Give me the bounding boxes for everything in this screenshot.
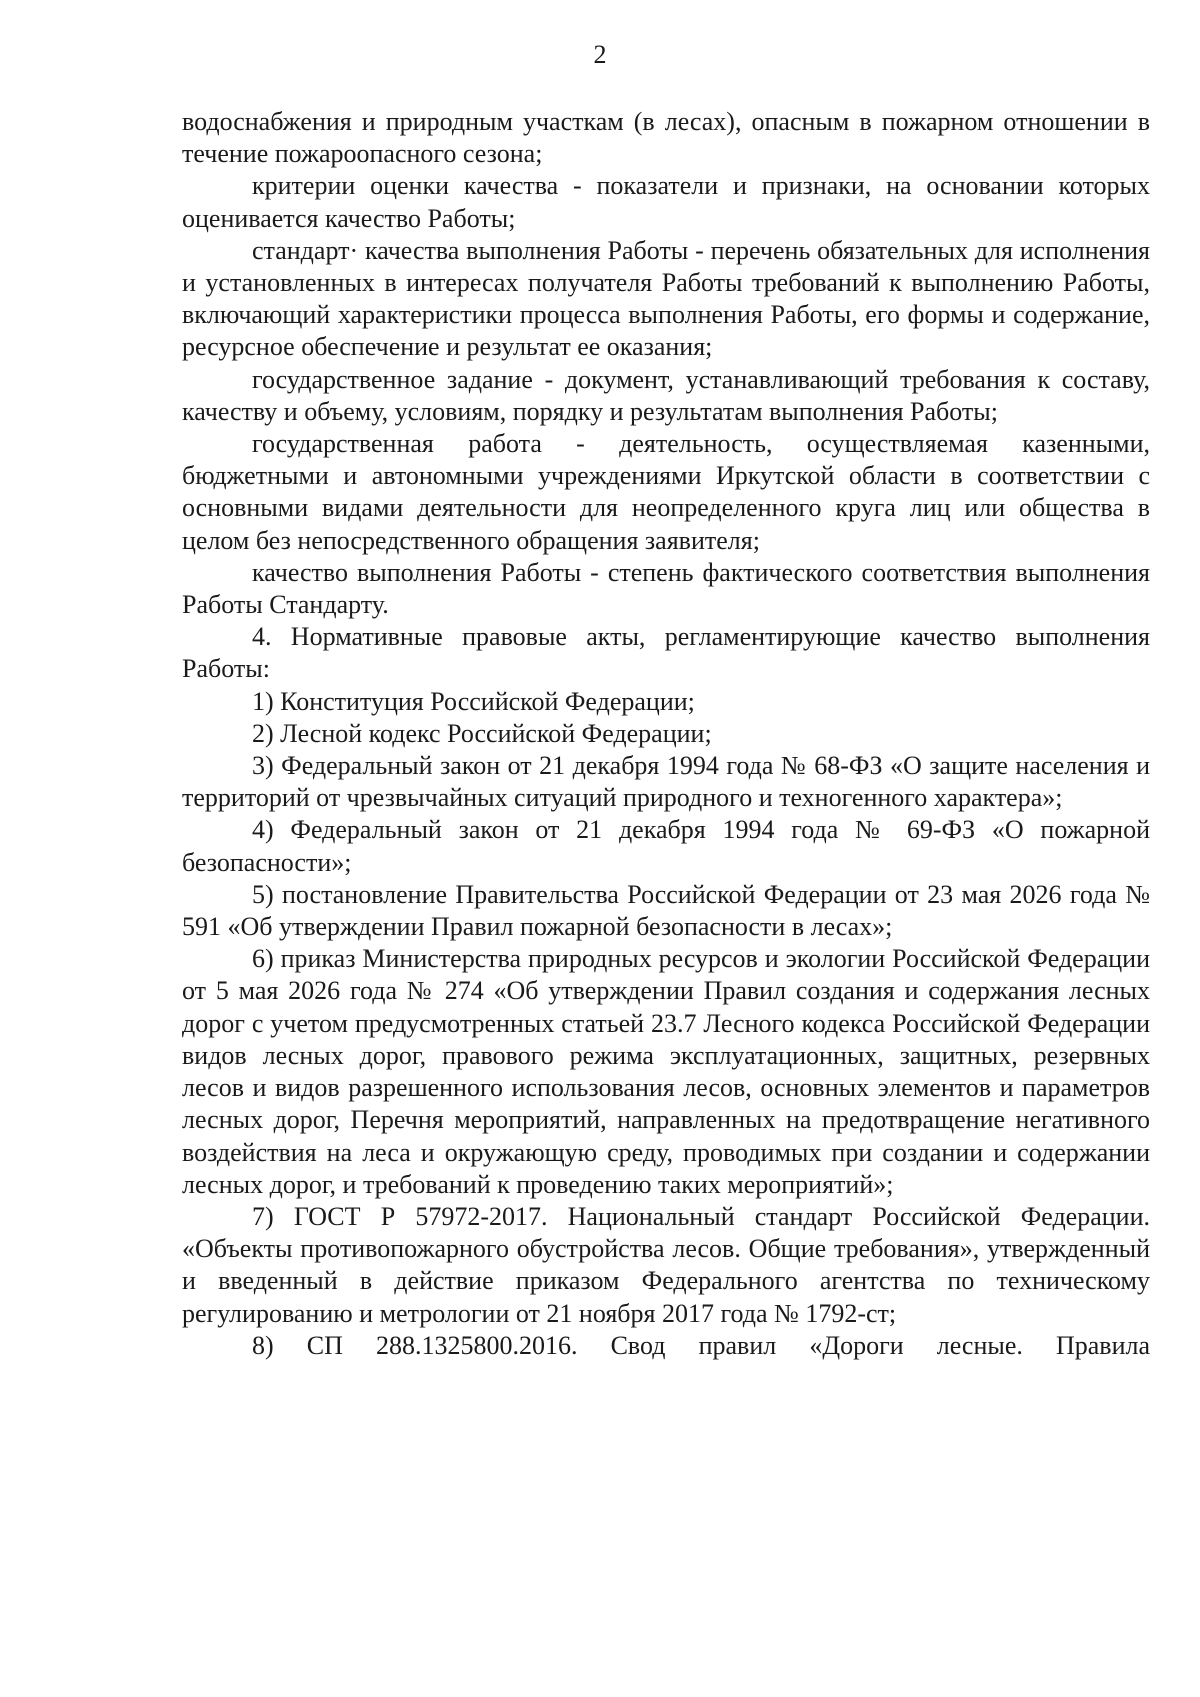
document-body bbox=[182, 106, 1150, 1362]
paragraph-4: государственное задание - документ, устанавливающий требования к составу, качеству и объему, условиям, порядку и результатам выполнения Работы; bbox=[182, 364, 1150, 426]
list-item-7: 7) ГОСТ Р 57972-2017. Национальный стандарт Российской Федерации. «Объекты противопожарного обустройства лесов. Общие требования», утвержденный и введенный в действие приказом Федерального агентства по техническому регулированию и метрологии от 21 ноября 2017 года № 1792-ст; bbox=[182, 1201, 1150, 1328]
paragraph-6: качество выполнения Работы - степень фактического соответствия выполнения Работы Стандарту. bbox=[182, 557, 1150, 620]
page-number: 2 bbox=[593, 40, 607, 69]
paragraph-5: государственная работа - деятельность, осуществляемая казенными, бюджетными и автономными учреждениями Иркутской области в соответствии с основными видами деятельности для неопределенного круга лиц или общества в целом без непосредственного обращения заявителя; bbox=[182, 429, 1150, 555]
paragraph-2: критерии оценки качества - показатели и признаки, на основании которых оценивается качество Работы; bbox=[182, 171, 1150, 233]
list-item-2: 2) Лесной кодекс Российской Федерации; bbox=[252, 718, 712, 748]
list-item-3: 3) Федеральный закон от 21 декабря 1994 года № 68-ФЗ «О защите населения и территорий от чрезвычайных ситуаций природного и техногенного характера»; bbox=[182, 751, 1150, 813]
paragraph-1: водоснабжения и природным участкам (в лесах), опасным в пожарном отношении в течение пожароопасного сезона; bbox=[182, 107, 1150, 169]
list-item-1: 1) Конституция Российской Федерации; bbox=[252, 686, 695, 716]
paragraph-7: 4. Нормативные правовые акты, регламентирующие качество выполнения Работы: bbox=[182, 622, 1150, 684]
list-item-6: 6) приказ Министерства природных ресурсов и экологии Российской Федерации от 5 мая 2026 года № 274 «Об утверждении Правил создания и содержания лесных дорог с учетом предусмотренных статьей 23.7 Лесного кодекса Российской Федерации видов лесных дорог, правового режима эксплуатационных, защитных, резервных лесов и видов разрешенного использования лесов, основных элементов и параметров лесных дорог, Перечня мероприятий, направленных на предотвращение негативного воздействия на леса и окружающую среду, проводимых при создании и содержании лесных дорог, и требований к проведению таких мероприятий»; bbox=[182, 944, 1150, 1199]
list-item-4: 4) Федеральный закон от 21 декабря 1994 года № 69-ФЗ «О пожарной безопасности»; bbox=[182, 815, 1150, 877]
paragraph-3: стандарт· качества выполнения Работы - перечень обязательных для исполнения и установленных в интересах получателя Работы требований к выполнению Работы, включающий характеристики процесса выполнения Работы, его формы и содержание, ресурсное обеспечение и результат ее оказания; bbox=[182, 235, 1150, 362]
list-item-5: 5) постановление Правительства Российской Федерации от 23 мая 2026 года № 591 «Об утверждении Правил пожарной безопасности в лесах»; bbox=[182, 879, 1150, 942]
list-item-8: 8) СП 288.1325800.2016. Свод правил «Дороги лесные. Правила bbox=[252, 1330, 1150, 1360]
